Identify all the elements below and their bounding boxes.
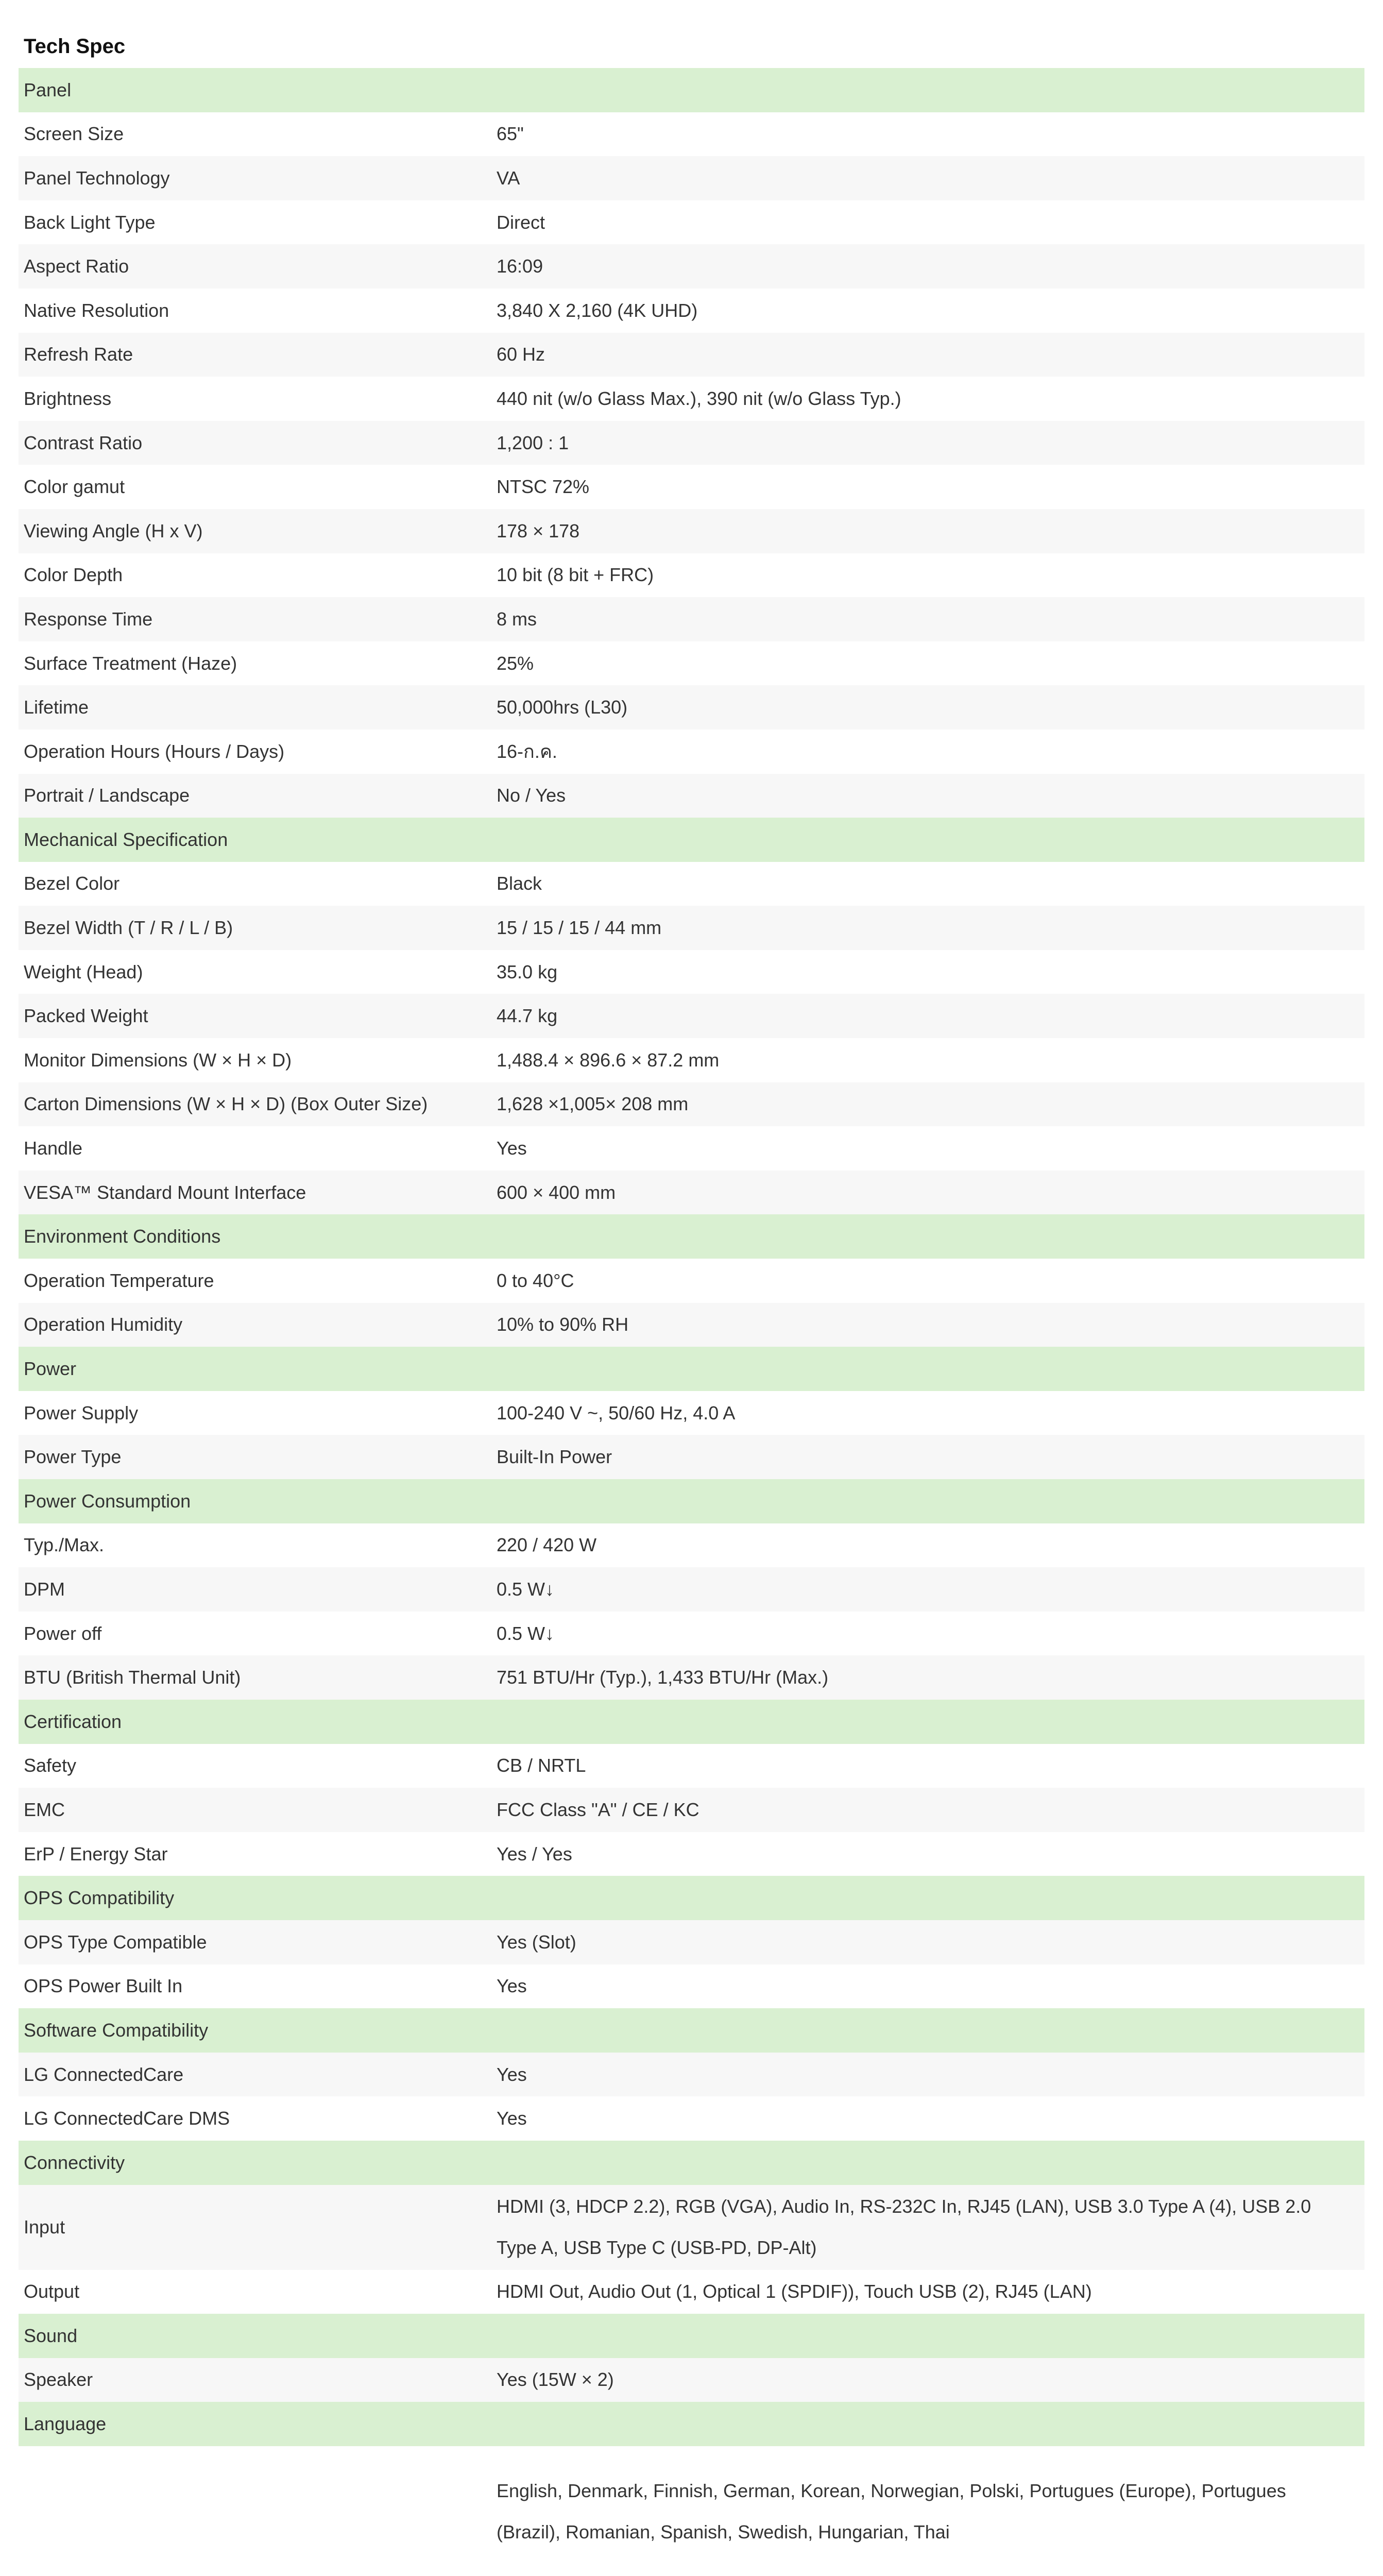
spec-label: Color gamut — [24, 476, 125, 498]
spec-row-erp-energy-star — [19, 1832, 1364, 1876]
spec-row-packed-weight — [19, 994, 1364, 1038]
spec-value: 0.5 W↓ — [497, 1622, 555, 1644]
spec-row-handle — [19, 1126, 1364, 1171]
spec-value: Yes — [497, 2063, 527, 2085]
spec-row-color-depth — [19, 553, 1364, 598]
spec-row-power-type — [19, 1435, 1364, 1479]
spec-value: No / Yes — [497, 785, 566, 806]
spec-row-operation-temperature — [19, 1259, 1364, 1303]
spec-label: BTU (British Thermal Unit) — [24, 1667, 241, 1688]
spec-row-power-supply — [19, 1391, 1364, 1435]
spec-label: Output — [24, 2281, 80, 2302]
spec-row-surface-treatment-haze — [19, 641, 1364, 686]
spec-row-refresh-rate — [19, 333, 1364, 377]
spec-row-panel-technology — [19, 156, 1364, 200]
spec-label: Surface Treatment (Haze) — [24, 652, 237, 674]
spec-label: Back Light Type — [24, 211, 156, 233]
spec-row-output — [19, 2270, 1364, 2314]
page-title: Tech Spec — [24, 35, 126, 58]
spec-row-color-gamut — [19, 465, 1364, 509]
spec-label: Handle — [24, 1138, 83, 1159]
spec-label: Safety — [24, 1755, 77, 1776]
spec-value: 16-ก.ค. — [497, 740, 557, 762]
spec-value: 25% — [497, 652, 534, 674]
spec-row-back-light-type — [19, 200, 1364, 245]
spec-label: Power Supply — [24, 1402, 139, 1423]
spec-value: 50,000hrs (L30) — [497, 697, 628, 718]
spec-value: 60 Hz — [497, 344, 545, 365]
section-header-software-compatibility: Software Compatibility — [19, 2008, 1364, 2053]
spec-value: 10% to 90% RH — [497, 1314, 629, 1335]
spec-value: 44.7 kg — [497, 1005, 558, 1027]
spec-row-power-off — [19, 1612, 1364, 1656]
spec-label: Operation Temperature — [24, 1269, 214, 1291]
spec-label: Packed Weight — [24, 1005, 148, 1027]
spec-value: 1,200 : 1 — [497, 432, 569, 453]
spec-label: Input — [24, 2216, 65, 2238]
spec-value: Yes (15W × 2) — [497, 2369, 614, 2391]
spec-row-lifetime — [19, 685, 1364, 730]
spec-value: 8 ms — [497, 608, 537, 630]
spec-row-bezel-color — [19, 862, 1364, 906]
spec-row-typ-max — [19, 1523, 1364, 1568]
spec-row-weight-head — [19, 950, 1364, 994]
spec-row-viewing-angle-h-x-v — [19, 509, 1364, 553]
spec-label: OPS Power Built In — [24, 1975, 183, 1997]
spec-value: Yes / Yes — [497, 1843, 572, 1865]
spec-row-btu-british-thermal-unit — [19, 1655, 1364, 1700]
spec-row-safety — [19, 1744, 1364, 1788]
section-header-certification: Certification — [19, 1700, 1364, 1744]
spec-label: Monitor Dimensions (W × H × D) — [24, 1049, 292, 1071]
spec-row-input — [19, 2185, 1364, 2270]
spec-value: 3,840 X 2,160 (4K UHD) — [497, 299, 698, 321]
spec-row-vesa-standard-mount-interface — [19, 1171, 1364, 1215]
spec-label: OPS Type Compatible — [24, 1931, 207, 1953]
spec-value: 1,488.4 × 896.6 × 87.2 mm — [497, 1049, 720, 1071]
spec-label: DPM — [24, 1578, 65, 1600]
spec-value: 35.0 kg — [497, 961, 558, 982]
spec-value: 15 / 15 / 15 / 44 mm — [497, 917, 662, 939]
spec-value: HDMI Out, Audio Out (1, Optical 1 (SPDIF)), Touch USB (2), RJ45 (LAN) — [497, 2281, 1092, 2302]
spec-value: 440 nit (w/o Glass Max.), 390 nit (w/o Glass Typ.) — [497, 387, 901, 409]
spec-row-lg-connectedcare — [19, 2053, 1364, 2097]
section-header-connectivity: Connectivity — [19, 2141, 1364, 2185]
spec-value: 0 to 40°C — [497, 1269, 574, 1291]
spec-value: 65" — [497, 123, 524, 145]
section-header-power-consumption: Power Consumption — [19, 1479, 1364, 1523]
spec-label: Power off — [24, 1622, 102, 1644]
spec-value: VA — [497, 167, 520, 189]
spec-row-carton-dimensions-w-h-d-box-outer-size — [19, 1082, 1364, 1127]
spec-label: Refresh Rate — [24, 344, 133, 365]
spec-value: English, Denmark, Finnish, German, Korean, Norwegian, Polski, Portugues (Europe), Portugues (Brazil), Romanian, Spanish, Swedish, Hungarian, Thai — [497, 2480, 1286, 2543]
spec-value: FCC Class "A" / CE / KC — [497, 1799, 699, 1820]
spec-label: LG ConnectedCare — [24, 2063, 184, 2085]
spec-row-operation-humidity — [19, 1303, 1364, 1347]
spec-row-native-resolution — [19, 289, 1364, 333]
spec-value: NTSC 72% — [497, 476, 590, 498]
spec-row-bezel-width-t-r-l-b — [19, 906, 1364, 950]
spec-row-portrait-landscape — [19, 774, 1364, 818]
spec-label: LG ConnectedCare DMS — [24, 2108, 230, 2129]
spec-value: Yes (Slot) — [497, 1931, 576, 1953]
spec-label: EMC — [24, 1799, 65, 1820]
spec-label: Bezel Color — [24, 873, 120, 894]
spec-rows — [19, 68, 1364, 2576]
spec-label: Power Type — [24, 1446, 122, 1468]
section-header-language: Language — [19, 2402, 1364, 2446]
spec-value: CB / NRTL — [497, 1755, 586, 1776]
spec-value: 10 bit (8 bit + FRC) — [497, 564, 654, 586]
spec-label: Color Depth — [24, 564, 123, 586]
spec-row-response-time — [19, 597, 1364, 641]
spec-value: Yes — [497, 1975, 527, 1997]
spec-label: Operation Hours (Hours / Days) — [24, 740, 285, 762]
spec-label: Brightness — [24, 387, 112, 409]
spec-value: 100-240 V ~, 50/60 Hz, 4.0 A — [497, 1402, 736, 1423]
section-header-power: Power — [19, 1347, 1364, 1391]
spec-value: 178 × 178 — [497, 520, 580, 541]
spec-label: Panel Technology — [24, 167, 170, 189]
spec-row-dpm — [19, 1567, 1364, 1612]
spec-row-ops-type-compatible — [19, 1920, 1364, 1964]
spec-value: 600 × 400 mm — [497, 1181, 616, 1203]
spec-value: Direct — [497, 211, 545, 233]
spec-value: Yes — [497, 2108, 527, 2129]
spec-row-ops-power-built-in — [19, 1964, 1364, 2009]
spec-row-speaker — [19, 2358, 1364, 2402]
spec-value: 751 BTU/Hr (Typ.), 1,433 BTU/Hr (Max.) — [497, 1667, 829, 1688]
section-header-sound: Sound — [19, 2314, 1364, 2358]
spec-label: Native Resolution — [24, 299, 169, 321]
spec-label: Carton Dimensions (W × H × D) (Box Outer Size) — [24, 1093, 428, 1115]
spec-value: 0.5 W↓ — [497, 1578, 555, 1600]
spec-label: VESA™ Standard Mount Interface — [24, 1181, 306, 1203]
spec-value: Black — [497, 873, 542, 894]
spec-value: 1,628 ×1,005× 208 mm — [497, 1093, 689, 1115]
spec-row-contrast-ratio — [19, 421, 1364, 465]
tech-spec-table — [19, 25, 1364, 2576]
spec-row-operation-hours-hours-days — [19, 730, 1364, 774]
spec-value: Built-In Power — [497, 1446, 612, 1468]
spec-label: Weight (Head) — [24, 961, 143, 982]
spec-row-monitor-dimensions-w-h-d — [19, 1038, 1364, 1082]
spec-row-lg-connectedcare-dms — [19, 2096, 1364, 2141]
section-header-ops-compatibility: OPS Compatibility — [19, 1876, 1364, 1920]
spec-row-emc — [19, 1788, 1364, 1832]
spec-value: 16:09 — [497, 256, 543, 277]
spec-row-screen-size — [19, 112, 1364, 157]
spec-label: Operation Humidity — [24, 1314, 183, 1335]
spec-label: Typ./Max. — [24, 1534, 105, 1556]
spec-label: Contrast Ratio — [24, 432, 143, 453]
spec-value: 220 / 420 W — [497, 1534, 597, 1556]
spec-label: Bezel Width (T / R / L / B) — [24, 917, 233, 939]
spec-row-brightness — [19, 377, 1364, 421]
section-header-environment-conditions: Environment Conditions — [19, 1214, 1364, 1259]
spec-label: Aspect Ratio — [24, 256, 129, 277]
spec-label: ErP / Energy Star — [24, 1843, 168, 1865]
spec-row-aspect-ratio — [19, 244, 1364, 289]
section-header-panel: Panel — [19, 68, 1364, 112]
spec-label: Lifetime — [24, 697, 89, 718]
spec-label: Speaker — [24, 2369, 93, 2391]
spec-value: HDMI (3, HDCP 2.2), RGB (VGA), Audio In, RS-232C In, RJ45 (LAN), USB 3.0 Type A (4), USB 2.0 Type A, USB Type C (USB-PD, DP-Alt) — [497, 2196, 1311, 2258]
spec-row-language — [19, 2446, 1364, 2576]
spec-label: Response Time — [24, 608, 153, 630]
spec-label: Portrait / Landscape — [24, 785, 190, 806]
spec-value: Yes — [497, 1138, 527, 1159]
spec-label: Viewing Angle (H x V) — [24, 520, 203, 541]
spec-label: Screen Size — [24, 123, 124, 145]
section-header-mechanical-specification: Mechanical Specification — [19, 818, 1364, 862]
